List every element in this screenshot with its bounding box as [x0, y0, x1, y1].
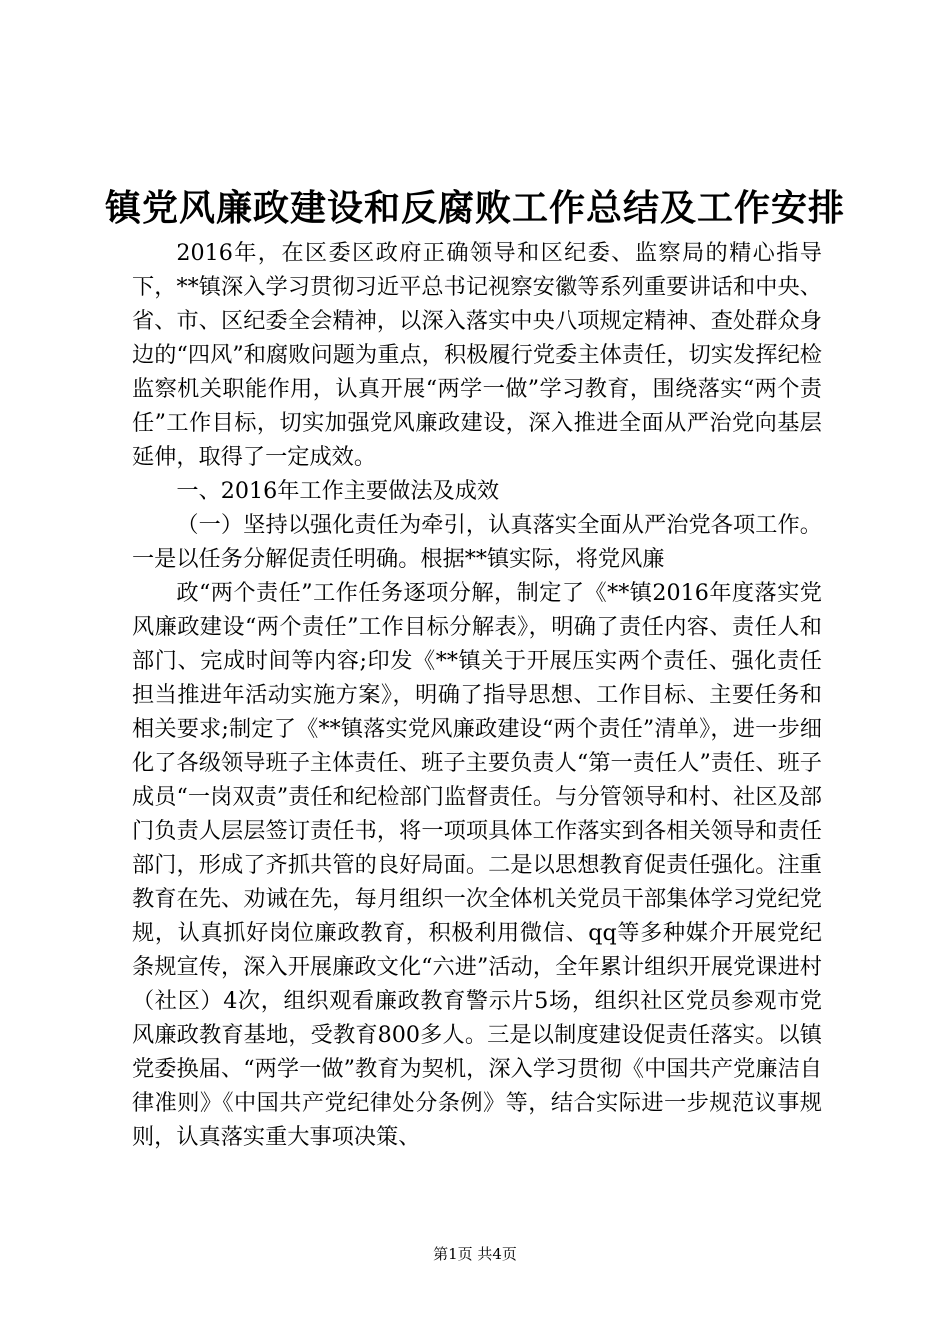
paragraph-responsibility: 政“两个责任”工作任务逐项分解，制定了《**镇2016年度落实党风廉政建设“两个责任”工作目标分解表》，明确了责任内容、责任人和部门、完成时间等内容;印发《**镇关于开展压实两个责任、强化责任担当推进年活动实施方案》，明确了指导思想、工作目标、主要任务和相关要求;制定了《**镇落实党风廉政建设“两个责任”清单》，进一步细化了各级领导班子主体责任、班子主要负责人“第一责任人”责任、班子成员“一岗双责”责任和纪检部门监督责任。与分管领导和村、社区及部门负责人层层签订责任书，将一项项具体工作落实到各相关领导和责任部门，形成了齐抓共管的良好局面。二是以思想教育促责任强化。注重教育在先、劝诫在先，每月组织一次全体机关党员干部集体学习党纪党规，认真抓好岗位廉政教育，积极利用微信、qq等多种媒介开展党纪条规宣传，深入开展廉政文化“六进”活动，全年累计组织开展党课进村（社区）4次，组织观看廉政教育警示片5场，组织社区党员参观市党风廉政教育基地，受教育800多人。三是以制度建设促责任落实。以镇党委换届、“两学一做”教育为契机，深入学习贯彻《中国共产党廉洁自律准则》《中国共产党纪律处分条例》等，结合实际进一步规范议事规则，认真落实重大事项决策、	[132, 580, 822, 1150]
page-footer: 第1页 共4页	[433, 1245, 517, 1263]
document-title: 镇党风廉政建设和反腐败工作总结及工作安排	[104, 187, 845, 229]
paragraph-intro: 2016年，在区委区政府正确领导和区纪委、监察局的精心指导下，**镇深入学习贯彻习近平总书记视察安徽等系列重要讲话和中央、省、市、区纪委全会精神，以深入落实中央八项规定精神、查处群众身边的“四风”和腐败问题为重点，积极履行党委主体责任，切实发挥纪检监察机关职能作用，认真开展“两学一做”学习教育，围绕落实“两个责任”工作目标，切实加强党风廉政建设，深入推进全面从严治党向基层延伸，取得了一定成效。	[132, 240, 822, 470]
document-body	[132, 236, 822, 1154]
subsection-heading-1: （一）坚持以强化责任为牵引，认真落实全面从严治党各项工作。一是以任务分解促责任明确。根据**镇实际，将党风廉	[132, 512, 822, 572]
section-heading-1: 一、2016年工作主要做法及成效	[176, 478, 500, 504]
